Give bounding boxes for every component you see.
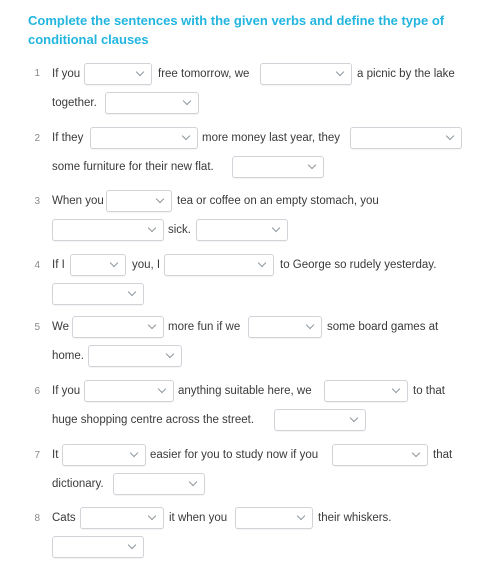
sentence-text: a picnic by the lake xyxy=(357,68,455,80)
sentence-text: If you xyxy=(52,385,81,397)
sentence-text: it when you xyxy=(169,512,228,524)
answer-dropdown[interactable] xyxy=(350,127,462,149)
question-number: 2 xyxy=(34,133,40,144)
sentence-text: anything suitable here, we xyxy=(178,385,312,397)
chevron-down-icon xyxy=(156,195,164,203)
sentence-text: more money last year, they xyxy=(202,132,341,144)
sentence-text: We xyxy=(52,321,70,333)
answer-dropdown[interactable] xyxy=(324,380,408,402)
sentence-text: huge shopping centre across the street. xyxy=(52,414,255,426)
chevron-down-icon xyxy=(272,224,280,232)
chevron-down-icon xyxy=(183,97,191,105)
answer-dropdown[interactable] xyxy=(52,219,164,241)
sentence-text: you, I xyxy=(132,259,161,271)
sentence-text: If they xyxy=(52,132,84,144)
chevron-down-icon xyxy=(166,350,174,358)
chevron-down-icon xyxy=(128,541,136,549)
sentence-text: When you xyxy=(52,195,104,207)
type-dropdown[interactable] xyxy=(105,92,199,114)
page-title: Complete the sentences with the given verbs and define the type of conditional clauses xyxy=(28,13,445,47)
chevron-down-icon xyxy=(392,385,400,393)
sentence-text: sick. xyxy=(168,224,191,236)
type-dropdown[interactable] xyxy=(52,283,144,305)
answer-dropdown[interactable] xyxy=(84,380,174,402)
answer-dropdown[interactable] xyxy=(72,316,164,338)
answer-dropdown[interactable] xyxy=(90,127,198,149)
chevron-down-icon xyxy=(136,68,144,76)
question-number: 5 xyxy=(34,322,40,333)
chevron-down-icon xyxy=(336,68,344,76)
answer-dropdown[interactable] xyxy=(260,63,352,85)
sentence-text: some furniture for their new flat. xyxy=(52,161,214,173)
chevron-down-icon xyxy=(148,224,156,232)
chevron-down-icon xyxy=(350,414,358,422)
answer-dropdown[interactable] xyxy=(80,507,164,529)
sentence-text: If I xyxy=(52,259,65,271)
type-dropdown[interactable] xyxy=(196,219,288,241)
chevron-down-icon xyxy=(182,132,190,140)
sentence-text: dictionary. xyxy=(52,478,104,490)
question-number: 4 xyxy=(34,260,40,271)
question-number: 7 xyxy=(34,450,40,461)
sentence-text: together. xyxy=(52,97,97,109)
answer-dropdown[interactable] xyxy=(332,444,428,466)
chevron-down-icon xyxy=(110,259,118,267)
sentence-text: free tomorrow, we xyxy=(158,68,250,80)
sentence-text: It xyxy=(52,449,59,461)
answer-dropdown[interactable] xyxy=(106,190,172,212)
answer-dropdown[interactable] xyxy=(84,63,152,85)
answer-dropdown[interactable] xyxy=(164,254,274,276)
chevron-down-icon xyxy=(189,478,197,486)
answer-dropdown[interactable] xyxy=(248,316,322,338)
type-dropdown[interactable] xyxy=(232,156,324,178)
type-dropdown[interactable] xyxy=(113,473,205,495)
sentence-text: that xyxy=(433,449,453,461)
sentence-text: If you xyxy=(52,68,81,80)
question-number: 6 xyxy=(34,386,40,397)
chevron-down-icon xyxy=(128,288,136,296)
chevron-down-icon xyxy=(148,321,156,329)
chevron-down-icon xyxy=(308,161,316,169)
question-number: 1 xyxy=(34,68,40,79)
sentence-text: to that xyxy=(413,385,445,397)
answer-dropdown[interactable] xyxy=(235,507,313,529)
chevron-down-icon xyxy=(297,512,305,520)
sentence-text: home. xyxy=(52,350,84,362)
sentence-text: tea or coffee on an empty stomach, you xyxy=(177,195,379,207)
chevron-down-icon xyxy=(130,449,138,457)
sentence-text: to George so rudely yesterday. xyxy=(280,259,437,271)
chevron-down-icon xyxy=(258,259,266,267)
question-number: 8 xyxy=(34,513,40,524)
chevron-down-icon xyxy=(446,132,454,140)
answer-dropdown[interactable] xyxy=(62,444,146,466)
chevron-down-icon xyxy=(148,512,156,520)
answer-dropdown[interactable] xyxy=(70,254,126,276)
question-number: 3 xyxy=(34,196,40,207)
type-dropdown[interactable] xyxy=(274,409,366,431)
type-dropdown[interactable] xyxy=(88,345,182,367)
type-dropdown[interactable] xyxy=(52,536,144,558)
chevron-down-icon xyxy=(306,321,314,329)
sentence-text: their whiskers. xyxy=(318,512,392,524)
sentence-text: easier for you to study now if you xyxy=(150,449,319,461)
sentence-text: more fun if we xyxy=(168,321,241,333)
chevron-down-icon xyxy=(412,449,420,457)
sentence-text: Cats xyxy=(52,512,76,524)
chevron-down-icon xyxy=(158,385,166,393)
sentence-text: some board games at xyxy=(327,321,439,333)
